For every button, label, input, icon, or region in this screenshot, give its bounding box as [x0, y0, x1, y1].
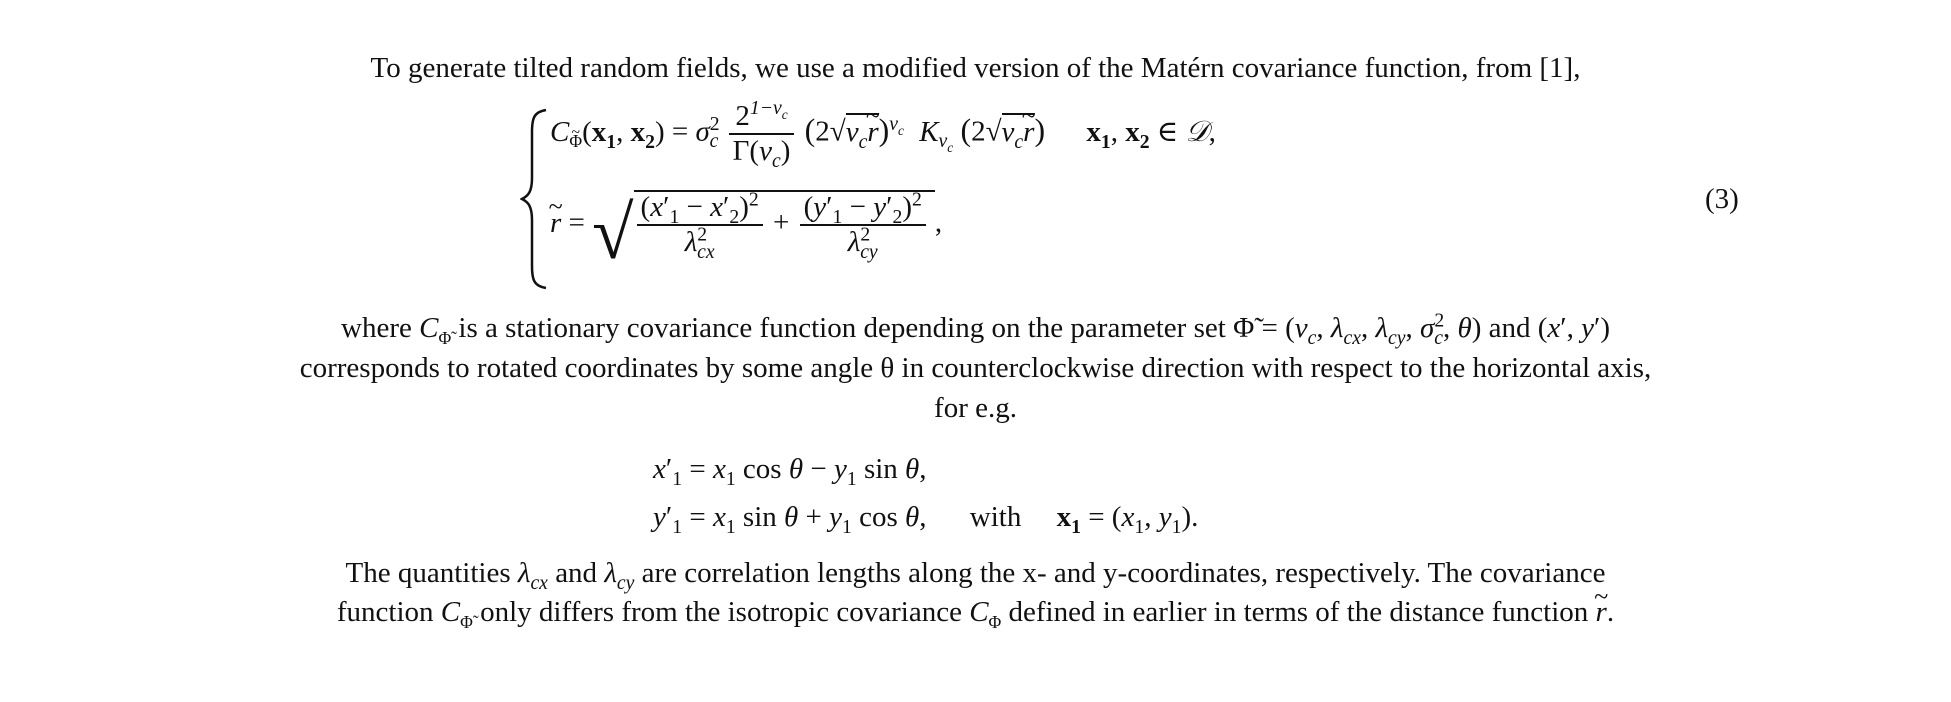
rotation-row-y: $y'_1 = x_1$ $\sin \theta + y_1$ cos θ, with $x_1 = (x_1$, $y_1$).: [653, 501, 1199, 538]
with-text: with: [969, 501, 1022, 533]
paragraph-quantities-line-2: function $C_{\Phĩ}$ only differs from the isotropic covariance $C_\Phi$ defined in earlier in terms of the distance function ~ r.: [0, 598, 1951, 627]
equation-row-covariance: $C_\Phi(x_1$, $x_2) = \sigma^2_c$ $\frac{2^{1-\nu_c}}{\Gamma(\nu_c)}$ ($2√\nu_c\sim$ r)$^{\nu_c}$ $K_{\nu_c}$ ($2√\nu_c\sim$ r) $x_1$, $x_2$ ∈ 𝒟,: [550, 102, 1216, 166]
gamma-fraction: $\frac{2^{1-\nu_c}}{\Gamma(\nu_c)}$: [729, 102, 795, 166]
x-term-fraction: $\frac{(x'_1 - x'_2)^2}{\lambda^2_{cx}}$: [637, 193, 763, 257]
equation-row-distance: ~ r = √ $\frac{(x'_1 - x'_2)^2}{\lambda^2_{cx}}$ + $\frac{(y'_1 - y'_2)^2}{\lambda^2_{cy}}$ ,: [550, 190, 942, 271]
left-brace-icon: [520, 108, 550, 290]
y-term-fraction: $\frac{(y'_1 - y'_2)^2}{\lambda^2_{cy}}$: [800, 193, 926, 257]
covariance-symbol: $C_\Phi$: [550, 115, 583, 152]
paragraph-intro-text: To generate tilted random fields, we use a modified version of the Matérn covariance function, from [1],: [370, 52, 1581, 84]
paragraph-where-line-2: corresponds to rotated coordinates by some angle θ in counterclockwise direction with respect to the horizontal axis,: [299, 352, 1652, 384]
paragraph-where-line-1: where $C_{\Phĩ}$ is a stationary covariance function depending on the parameter set Φ̃ = ($\nu_c$, $\lambda_{cx}$, $\lambda_{cy}$, $\sigma^2_c$, θ) and (x′, y′): [341, 309, 1610, 349]
distance-symbol: ~ r: [550, 209, 561, 238]
paragraph-quantities-line-1: The quantities $\lambda_{cx}$ and $\lambda_{cy}$ are correlation lengths along the x- and y-coordinates, respectively. The covariance: [345, 557, 1606, 594]
rotation-row-x: $x'_1 = x_1$ $\cos \theta - y_1$ sin θ,: [653, 453, 927, 490]
equation-number: (3): [1705, 183, 1739, 215]
equation-3: [520, 97, 1420, 293]
paragraph-intro: [0, 54, 1951, 83]
paragraph-where-line-3: for e.g.: [934, 392, 1017, 424]
